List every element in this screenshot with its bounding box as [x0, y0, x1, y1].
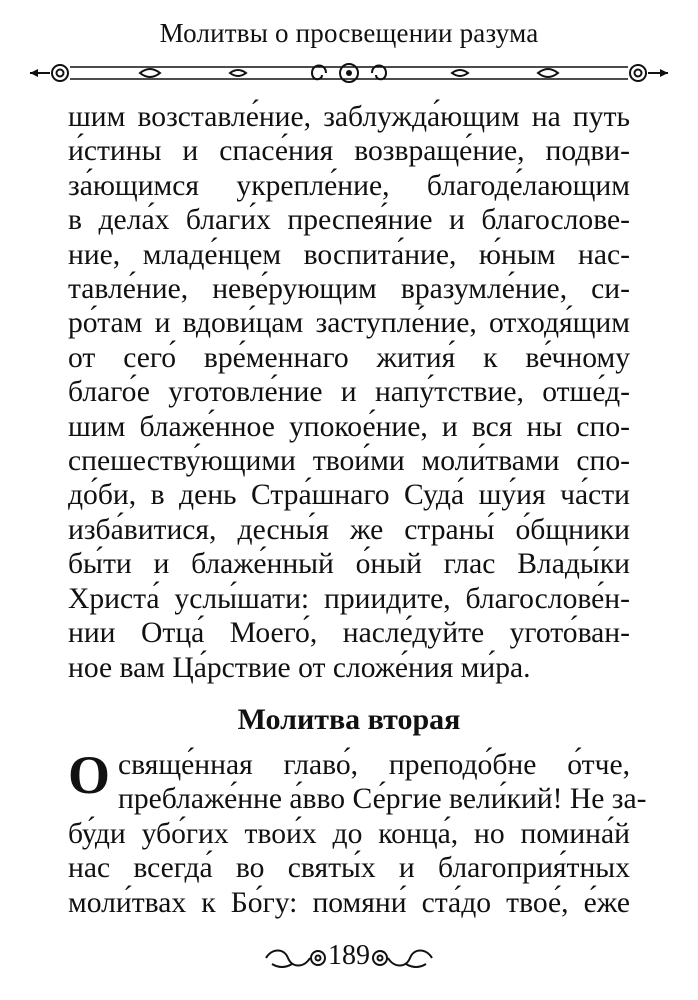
prayer-two-text [68, 745, 647, 920]
header-ornament-rule [30, 55, 668, 91]
text-line: нас всегда́ во святы́х и благоприя́тных [68, 852, 630, 885]
running-title: Молитвы о просвещении разума [159, 18, 539, 48]
text-line: в дела́х благи́х преспея́ние и благослове- [68, 204, 630, 237]
text-line: шим возставле́ние, заблужда́ющим на путь [68, 101, 630, 133]
text-line: спешеству́ющими твои́ми моли́твами спо- [68, 445, 630, 478]
text-line: Христа́ услы́шати: приидите, благослове́н- [68, 582, 630, 615]
text-line: до́би, в день Стра́шнаго Суда́ шу́ия ча́сти [68, 479, 630, 512]
prayer-continued-text [68, 100, 630, 685]
text-line: благо́е уготовле́ние и напу́тствие, отше́д- [68, 376, 630, 409]
text-line: за́ющимся укрепле́ние, благоде́лающим [68, 169, 630, 202]
text-line: свяще́нная главо́, преподо́бне о́тче, [118, 749, 630, 781]
footer-ornament-right-icon [370, 944, 436, 972]
drop-cap: О [68, 745, 111, 805]
page-footer [0, 938, 698, 978]
page-number: 189 [328, 940, 370, 971]
text-line: бы́ти и блаже́нный о́ный глас Влады́ки [68, 548, 630, 581]
text-line: преблаже́нне а́вво Се́ргие вели́кий! Не за- [118, 783, 647, 816]
text-line: нии Отца́ Моего́, насле́дуйте угото́ван- [68, 617, 630, 650]
text-line: шим блаже́нное упокое́ние, и вся ны спо- [68, 410, 630, 443]
text-line: и́стины и спасе́ния возвраще́ние, подви- [68, 135, 630, 168]
text-line: ро́там и вдови́цам заступле́ние, отходя́щим [68, 307, 630, 340]
text-line: ное вам Ца́рствие от сложе́ния ми́ра. [68, 651, 531, 684]
text-line: моли́твах к Бо́гу: помяни́ ста́до твое́, е́же [68, 886, 630, 919]
section-title: Молитва вторая [237, 703, 461, 736]
text-line: бу́ди убо́гих твои́х до конца́, но помина́й [68, 817, 630, 850]
text-line: изба́витися, десны́я же страны́ о́бщники [68, 513, 630, 546]
text-line: ние, младе́нцем воспита́ние, ю́ным нас- [68, 238, 630, 271]
text-line: от сего́ вре́меннаго жития́ к ве́чному [68, 341, 630, 374]
text-line: тавле́ние, неве́рующим вразумле́ние, си- [68, 273, 630, 306]
